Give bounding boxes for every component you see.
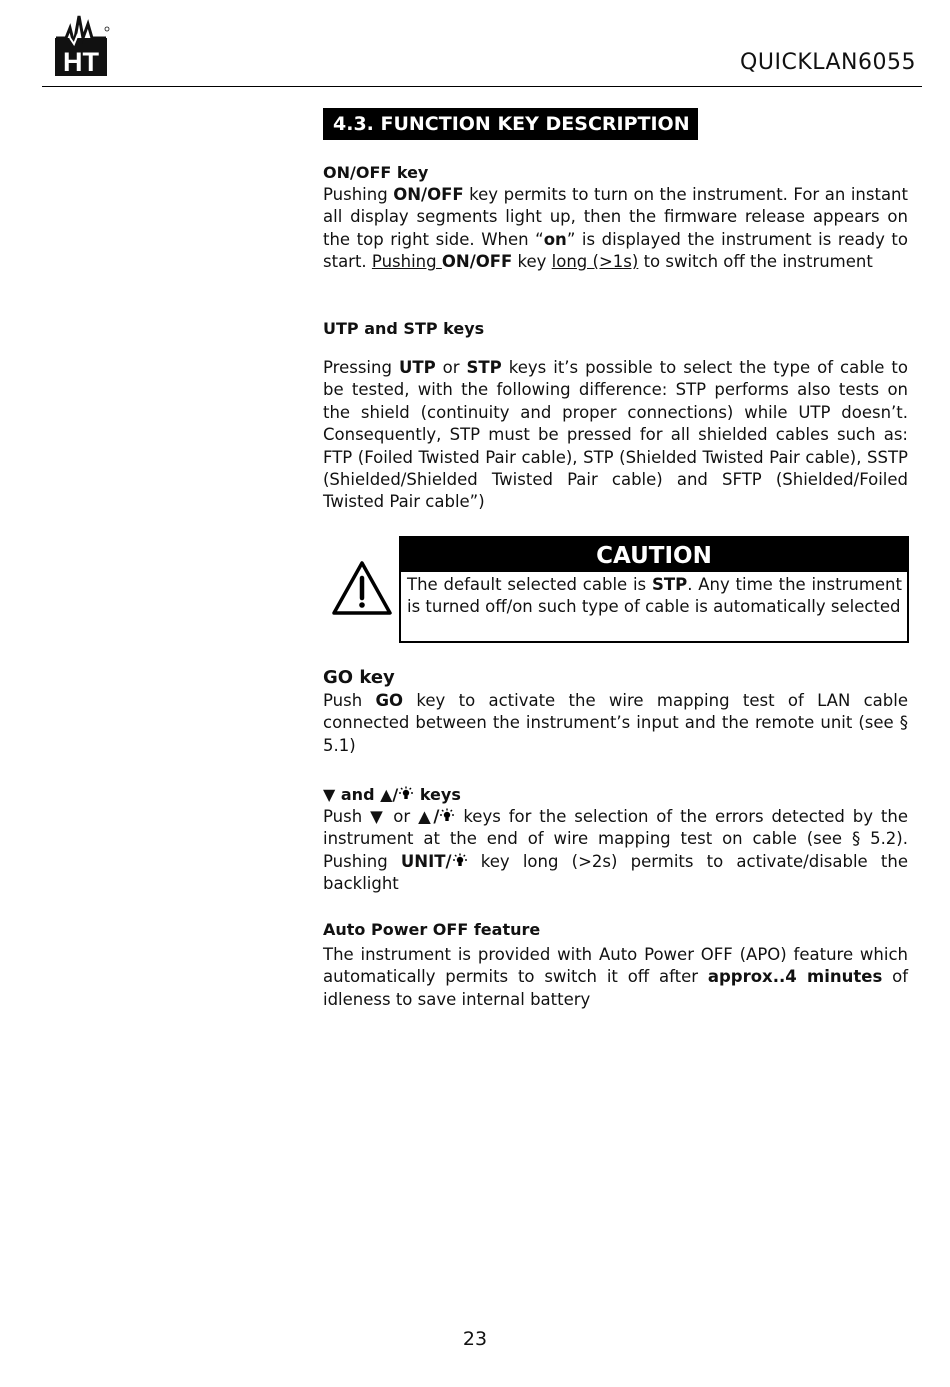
arrow-keys-paragraph: Push ▼ or ▲/ keys for the selection of the errors detected by the instrument at the end of wire mapping test on cable (see § 5.2). Pushing UNIT/ key long (>2s) permits to activate/disable the backlight: [323, 807, 908, 894]
backlight-bulb-icon: [398, 786, 414, 802]
onoff-title: ON/OFF key: [323, 163, 429, 182]
utpstp-title: UTP and STP keys: [323, 319, 485, 338]
header-divider: [42, 86, 922, 87]
apo-paragraph: The instrument is provided with Auto Power OFF (APO) feature which automatically permits to switch it off after approx..4 minutes of idleness to save internal battery: [323, 945, 908, 1009]
document-title: QUICKLAN6055: [740, 50, 916, 75]
arrow-keys-title: ▼ and ▲/ keys: [323, 785, 461, 804]
utpstp-section: [323, 318, 908, 514]
up-arrow-icon: ▲: [380, 785, 393, 804]
down-arrow-icon: ▼: [323, 785, 336, 804]
apo-title: Auto Power OFF feature: [323, 920, 541, 939]
arrow-keys-section: [323, 784, 908, 896]
page-number: 23: [462, 1328, 488, 1350]
ht-logo: [52, 10, 110, 78]
go-title: GO key: [323, 667, 395, 688]
apo-section: [323, 919, 908, 1011]
onoff-paragraph: Pushing ON/OFF key permits to turn on the instrument. For an instant all display segments light up, then the firmware release appears on the top right side. When “on” is displayed the instrument is ready to start. Pushing ON/OFF key long (>1s) to switch off the instrument: [323, 185, 908, 272]
backlight-bulb-icon: [439, 808, 455, 824]
warning-triangle-icon: [331, 560, 393, 616]
onoff-section: [323, 162, 908, 274]
section-heading: 4.3. FUNCTION KEY DESCRIPTION: [323, 108, 698, 140]
caution-text: The default selected cable is STP. Any time the instrument is turned off/on such type of cable is automatically selected: [407, 575, 902, 617]
utpstp-paragraph: Pressing UTP or STP keys it’s possible to select the type of cable to be tested, with the following difference: STP performs also tests on the shield (continuity and proper connections) while UTP doesn’t. Consequently, STP must be pressed for all shielded cables such as: FTP (Foiled Twisted Pair cable), STP (Shielded Twisted Pair cable), SSTP (Shielded/Shielded Twisted Pair cable) and SFTP (Shielded/Foiled Twisted Pair cable”): [323, 358, 908, 512]
caution-title: CAUTION: [401, 538, 907, 572]
caution-box: [399, 536, 909, 643]
go-paragraph: Push GO key to activate the wire mapping test of LAN cable connected between the instrument’s input and the remote unit (see § 5.1): [323, 691, 908, 755]
backlight-bulb-icon: [452, 853, 468, 869]
go-section: [323, 666, 908, 757]
logo-text: HT: [63, 47, 99, 77]
